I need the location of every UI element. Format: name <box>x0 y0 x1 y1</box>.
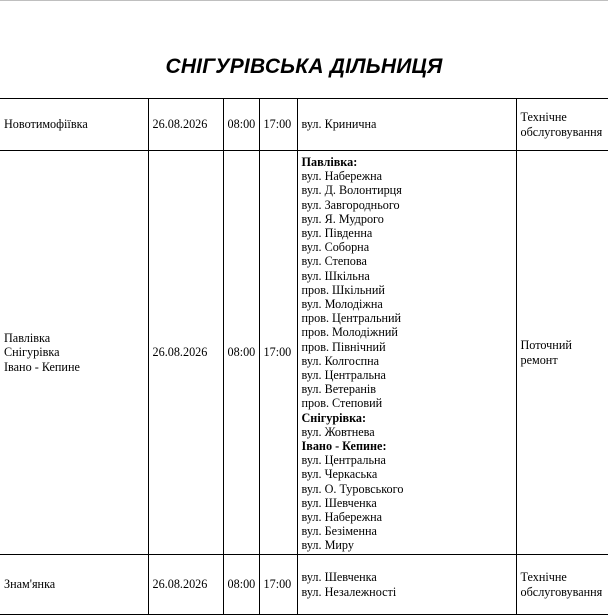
work-type: Технічне <box>520 570 567 585</box>
settlement-name: Павлівка <box>4 331 51 346</box>
work-type-cell <box>516 555 608 615</box>
street-name: вул. Шевченка <box>301 495 377 510</box>
street-name: вул. Набережна <box>301 169 383 184</box>
street-name: вул. Кринична <box>301 117 377 132</box>
street-name: вул. Жовтнева <box>301 424 375 439</box>
street-name: вул. Безіменна <box>301 524 377 539</box>
start-time: 08:00 <box>227 345 256 360</box>
end-time-cell <box>259 151 297 555</box>
street-name: пров. Молодіжний <box>301 325 398 340</box>
streets-cell <box>297 99 516 151</box>
work-type: ремонт <box>520 352 558 367</box>
work-type: обслуговування <box>520 584 603 599</box>
outage-date: 26.08.2026 <box>152 345 208 360</box>
street-name: вул. Колгоспна <box>301 353 380 368</box>
end-time: 17:00 <box>263 345 292 360</box>
schedule-row <box>0 555 608 615</box>
end-time-cell <box>259 99 297 151</box>
street-name: пров. Центральний <box>301 311 402 326</box>
start-time-cell <box>223 99 259 151</box>
settlement-subheading: Івано - Кепине: <box>301 439 387 454</box>
date-cell <box>148 151 223 555</box>
street-name: вул. Завгороднього <box>301 197 400 212</box>
date-cell <box>148 99 223 151</box>
street-name: пров. Північний <box>301 339 386 354</box>
street-name: вул. Я. Мудрого <box>301 211 384 226</box>
settlement-cell <box>0 555 148 615</box>
street-name: пров. Степовий <box>301 396 383 411</box>
outage-date: 26.08.2026 <box>152 117 208 132</box>
street-name: вул. Центральна <box>301 453 386 468</box>
street-name: пров. Шкільний <box>301 282 385 297</box>
schedule-row <box>0 151 608 555</box>
work-type-cell <box>516 99 608 151</box>
top-divider <box>0 0 608 1</box>
end-time-cell <box>259 555 297 615</box>
streets-cell <box>297 555 516 615</box>
start-time: 08:00 <box>227 577 256 592</box>
work-type-cell <box>516 151 608 555</box>
street-name: вул. Миру <box>301 538 354 553</box>
settlement-name: Знам'янка <box>4 577 56 592</box>
street-name: вул. Південна <box>301 226 373 241</box>
street-name: вул. Степова <box>301 254 367 269</box>
outage-date: 26.08.2026 <box>152 577 208 592</box>
outage-schedule-table <box>0 98 608 615</box>
schedule-row <box>0 99 608 151</box>
streets-cell <box>297 151 516 555</box>
street-name: вул. Соборна <box>301 240 370 255</box>
street-name: вул. Набережна <box>301 510 383 525</box>
start-time-cell <box>223 555 259 615</box>
settlement-cell <box>0 151 148 555</box>
settlement-name: Снігурівка <box>4 345 60 360</box>
street-name: вул. Д. Волонтирця <box>301 183 402 198</box>
work-type: Технічне <box>520 110 567 125</box>
start-time: 08:00 <box>227 117 256 132</box>
street-name: вул. Шкільна <box>301 268 370 283</box>
street-name: вул. Черкаська <box>301 467 378 482</box>
date-cell <box>148 555 223 615</box>
end-time: 17:00 <box>263 577 292 592</box>
street-name: вул. Ветеранів <box>301 382 377 397</box>
work-type: обслуговування <box>520 124 603 139</box>
settlement-name: Новотимофіївка <box>4 117 88 132</box>
street-name: вул. Шевченка <box>301 570 377 585</box>
street-name: вул. Незалежності <box>301 584 397 599</box>
start-time-cell <box>223 151 259 555</box>
page-title: СНІГУРІВСЬКА ДІЛЬНИЦЯ <box>165 55 443 78</box>
settlement-subheading: Снігурівка: <box>301 410 367 425</box>
settlement-name: Івано - Кепине <box>4 359 80 374</box>
street-name: вул. О. Туровського <box>301 481 404 496</box>
settlement-subheading: Павлівка: <box>301 155 358 169</box>
street-name: вул. Молодіжна <box>301 297 383 312</box>
settlement-cell <box>0 99 148 151</box>
street-name: вул. Центральна <box>301 368 386 383</box>
end-time: 17:00 <box>263 117 292 132</box>
work-type: Поточний <box>520 338 572 353</box>
